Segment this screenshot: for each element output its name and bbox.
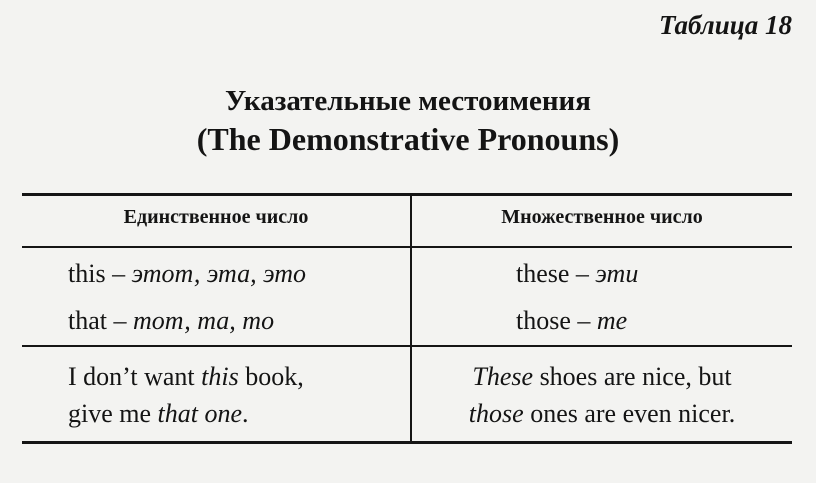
- example-text: .: [242, 399, 249, 428]
- example-line: [68, 395, 304, 432]
- example-text: ones are even nicer.: [523, 399, 736, 428]
- pronoun-those: [516, 306, 627, 336]
- title-russian: Указательные местоимения: [225, 85, 591, 117]
- example-emphasis: These: [472, 362, 534, 391]
- pronoun-these: [516, 259, 638, 289]
- example-text: I don’t want: [68, 362, 202, 391]
- example-emphasis: this: [201, 362, 239, 391]
- example-text: give me: [68, 399, 158, 428]
- pronoun-en: that: [68, 306, 107, 335]
- example-emphasis: those: [468, 399, 524, 428]
- pronoun-dash: –: [107, 306, 133, 335]
- pronoun-translation: эти: [595, 259, 639, 288]
- pronoun-this: [68, 259, 306, 289]
- pronoun-that: [68, 306, 274, 336]
- header-plural: Множественное число: [501, 206, 703, 228]
- pronoun-en: these: [516, 259, 570, 288]
- example-text: shoes are nice, but: [533, 362, 732, 391]
- pronoun-translation: те: [596, 306, 628, 335]
- example-line: [412, 358, 792, 395]
- example-singular: [68, 358, 304, 432]
- pronoun-dash: –: [105, 259, 132, 288]
- row-separator-rule: [22, 345, 792, 347]
- pronoun-translation: этот, эта, это: [131, 259, 307, 288]
- pronoun-translation: тот, та, то: [133, 306, 275, 335]
- title-english: (The Demonstrative Pronouns): [196, 121, 620, 157]
- header-singular: Единственное число: [123, 206, 309, 228]
- example-emphasis: that one: [157, 399, 243, 428]
- table-title: [0, 82, 816, 158]
- example-text: book,: [238, 362, 304, 391]
- example-plural: [412, 358, 792, 432]
- pronoun-en: this: [68, 259, 106, 288]
- pronoun-en: those: [516, 306, 571, 335]
- header-separator-rule: [22, 246, 792, 248]
- pronoun-dash: –: [570, 306, 597, 335]
- table-bottom-rule: [22, 441, 792, 444]
- example-line: [412, 395, 792, 432]
- table-top-rule: [22, 193, 792, 196]
- pronoun-dash: –: [569, 259, 596, 288]
- table-label: Таблица 18: [659, 10, 792, 40]
- example-line: [68, 358, 304, 395]
